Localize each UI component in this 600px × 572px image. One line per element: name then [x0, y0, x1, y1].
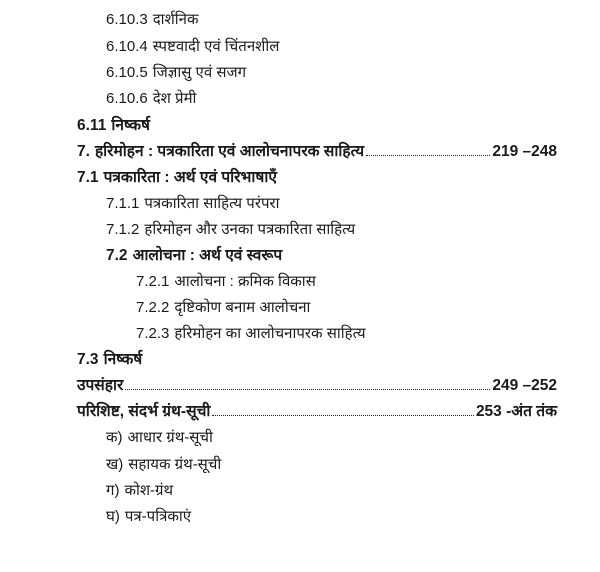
toc-entry — [106, 194, 280, 214]
entry-title: कोश-ग्रंथ — [124, 482, 174, 499]
dot-leader — [212, 415, 474, 416]
entry-number: 6.10.4 — [106, 38, 148, 55]
toc-entry — [106, 246, 282, 266]
entry-number: क) — [106, 429, 123, 446]
toc-entry-conclusion — [77, 376, 557, 396]
entry-number: 6.10.5 — [106, 64, 148, 81]
entry-number: 7.1.2 — [106, 221, 140, 238]
entry-number: 6.10.6 — [106, 90, 148, 107]
entry-title: आधार ग्रंथ-सूची — [127, 429, 213, 446]
toc-entry — [106, 428, 213, 448]
entry-title: हरिमोहन : पत्रकारिता एवं आलोचनापरक साहित्य — [94, 143, 365, 160]
entry-title: निष्कर्ष — [103, 351, 143, 368]
entry-title: निष्कर्ष — [111, 117, 150, 134]
toc-entry — [136, 324, 366, 344]
toc-entry — [106, 63, 246, 83]
entry-number: 7.2 — [106, 247, 128, 264]
toc-entry-chapter-7 — [77, 142, 557, 162]
page-range: 219 –248 — [492, 143, 557, 160]
entry-number: 7.1.1 — [106, 195, 140, 212]
entry-number: 6.10.3 — [106, 11, 148, 28]
entry-title: जिज्ञासु एवं सजग — [152, 64, 247, 81]
entry-number: 7.2.2 — [136, 299, 170, 316]
toc-entry — [106, 89, 196, 109]
entry-number: 7.1 — [77, 169, 99, 186]
entry-title: सहायक ग्रंथ-सूची — [128, 456, 222, 473]
entry-number: 6.11 — [77, 117, 107, 134]
toc-entry — [136, 298, 310, 318]
entry-number: 7.2.3 — [136, 325, 170, 342]
entry-title: आलोचना : अर्थ एवं स्वरूप — [132, 247, 283, 264]
entry-number: ख) — [106, 456, 124, 473]
entry-number: 7. — [77, 143, 90, 160]
toc-entry — [77, 168, 277, 188]
entry-title: उपसंहार — [77, 377, 124, 394]
dot-leader — [366, 155, 490, 156]
toc-entry — [106, 481, 173, 501]
dot-leader — [125, 389, 490, 390]
entry-title: पत्रकारिता साहित्य परंपरा — [144, 195, 280, 212]
page-range: 253 -अंत तंक — [475, 403, 557, 420]
entry-title: दार्शनिक — [152, 11, 199, 28]
toc-entry — [106, 37, 279, 57]
toc-entry — [106, 10, 199, 30]
toc-entry — [77, 116, 150, 136]
entry-title: स्पष्टवादी एवं चिंतनशील — [152, 38, 280, 55]
toc-entry — [106, 507, 191, 527]
entry-title: हरिमोहन और उनका पत्रकारिता साहित्य — [144, 221, 356, 238]
toc-entry — [106, 455, 221, 475]
entry-title: परिशिष्ट, संदर्भ ग्रंथ-सूची — [77, 403, 211, 420]
entry-number: 7.2.1 — [136, 273, 170, 290]
entry-title: देश प्रेमी — [152, 90, 197, 107]
toc-entry — [77, 350, 142, 370]
page-range: 249 –252 — [492, 377, 557, 394]
toc-entry — [106, 220, 355, 240]
toc-entry-appendix — [77, 402, 557, 422]
entry-title: दृष्टिकोण बनाम आलोचना — [174, 299, 311, 316]
entry-title: पत्रकारिता : अर्थ एवं परिभाषाएँ — [103, 169, 277, 186]
entry-title: पत्र-पत्रिकाएं — [124, 508, 192, 525]
entry-title: हरिमोहन का आलोचनापरक साहित्य — [174, 325, 366, 342]
entry-number: घ) — [106, 508, 120, 525]
entry-number: 7.3 — [77, 351, 99, 368]
toc-entry — [136, 272, 316, 292]
entry-title: आलोचना : क्रमिक विकास — [174, 273, 316, 290]
entry-number: ग) — [106, 482, 120, 499]
